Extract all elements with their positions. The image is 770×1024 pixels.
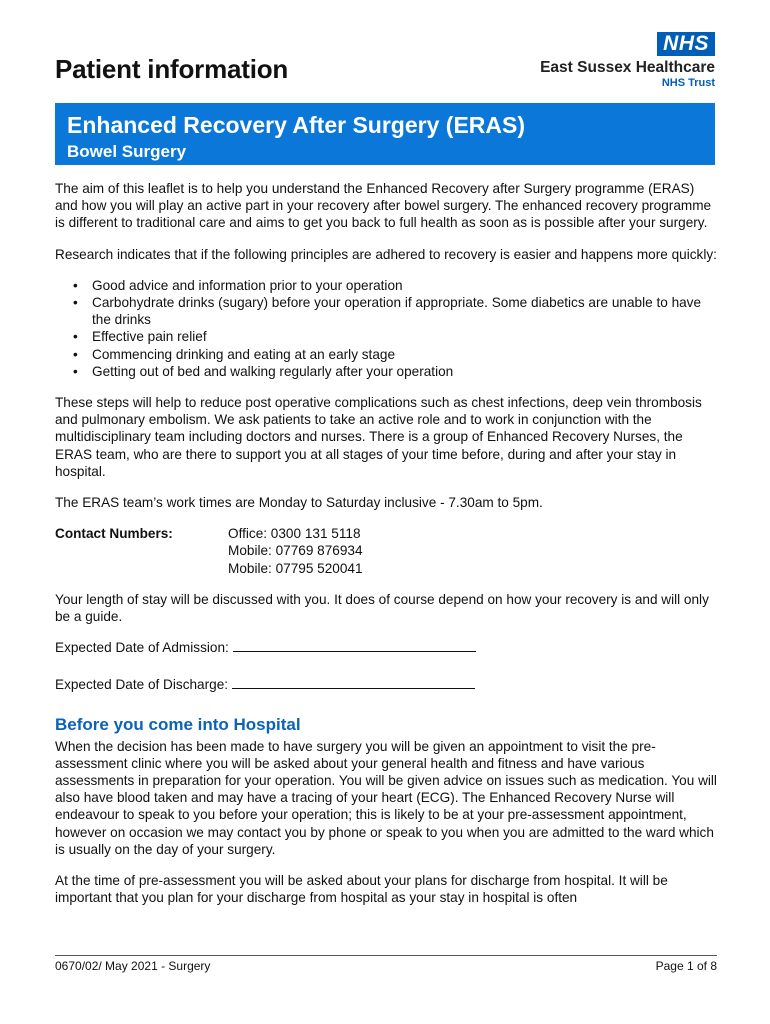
list-item: • Carbohydrate drinks (sugary) before your operation if appropriate. Some diabetics are unable to have the drinks	[73, 294, 717, 328]
before-hospital-paragraph: When the decision has been made to have surgery you will be given an appointment to visit the pre-assessment clinic where you will be asked about your general health and fitness and have various assessments in preparation for your operation. You will be given advice on issues such as medication. You will also have blood taken and may have a tracing of your heart (ECG). The Enhanced Recovery Nurse will endeavour to speak to you before your operation; this is likely to be at your pre-assessment appointment, however on occasion we may contact you by phone or speak to you when you are admitted to the ward which is usually on the day of your surgery.	[55, 738, 717, 857]
banner-subtitle: Bowel Surgery	[67, 142, 187, 161]
nhs-logo	[515, 32, 715, 92]
contact-block	[55, 525, 717, 577]
list-item: • Effective pain relief	[73, 328, 717, 345]
intro-paragraph: The aim of this leaflet is to help you understand the Enhanced Recovery after Surgery programme (ERAS) and how you will play an active part in your recovery after bowel surgery. The enhanced recovery programme is different to traditional care and aims to get you back to full health as soon as is possible after your surgery.	[55, 181, 712, 231]
discharge-date-field	[55, 676, 717, 693]
contact-mobile-2: Mobile: 07795 520041	[228, 560, 363, 576]
page-title: Patient information	[55, 54, 289, 84]
footer-page-number: Page 1 of 8	[655, 959, 717, 973]
admission-blank	[233, 640, 476, 652]
contact-numbers	[228, 525, 363, 577]
section-heading: Before you come into Hospital	[55, 714, 301, 734]
principles-list	[73, 277, 717, 380]
page-footer	[55, 955, 717, 973]
stay-paragraph: Your length of stay will be discussed with you. It does of course depend on how your recovery is and will only be a guide.	[55, 591, 709, 625]
research-paragraph: Research indicates that if the following principles are adhered to recovery is easier and happens more quickly:	[55, 246, 717, 262]
discharge-paragraph: At the time of pre-assessment you will be asked about your plans for discharge from hospital. It will be important that you plan for your discharge from hospital as your stay in hospital is often	[55, 873, 668, 906]
org-name: East Sussex Healthcare	[540, 59, 715, 76]
banner-title: Enhanced Recovery After Surgery (ERAS)	[67, 112, 526, 138]
document-body	[55, 180, 717, 921]
discharge-blank	[232, 677, 475, 689]
admission-label: Expected Date of Admission:	[55, 640, 233, 656]
nhs-badge: NHS	[657, 32, 715, 56]
org-sub: NHS Trust	[661, 77, 715, 89]
contact-office: Office: 0300 131 5118	[228, 526, 361, 542]
list-item: • Getting out of bed and walking regularly after your operation	[73, 363, 717, 380]
footer-reference: 0670/02/ May 2021 - Surgery	[55, 959, 211, 973]
admission-date-field	[55, 639, 717, 656]
steps-paragraph: These steps will help to reduce post operative complications such as chest infections, deep vein thrombosis and pulmonary embolism. We ask patients to take an active role and to work in conjunction with the multidisciplinary team including doctors and nurses. There is a group of Enhanced Recovery Nurses, the ERAS team, who are there to support you at all stages of your time before, during and after your stay in hospital.	[55, 395, 702, 479]
discharge-label: Expected Date of Discharge:	[55, 677, 232, 693]
list-item: • Good advice and information prior to your operation	[73, 277, 717, 294]
contact-mobile-1: Mobile: 07769 876934	[228, 543, 363, 559]
work-times-paragraph: The ERAS team’s work times are Monday to Saturday inclusive - 7.30am to 5pm.	[55, 495, 543, 511]
contact-label: Contact Numbers:	[55, 526, 173, 542]
title-banner	[55, 103, 715, 165]
list-item: • Commencing drinking and eating at an early stage	[73, 346, 717, 363]
